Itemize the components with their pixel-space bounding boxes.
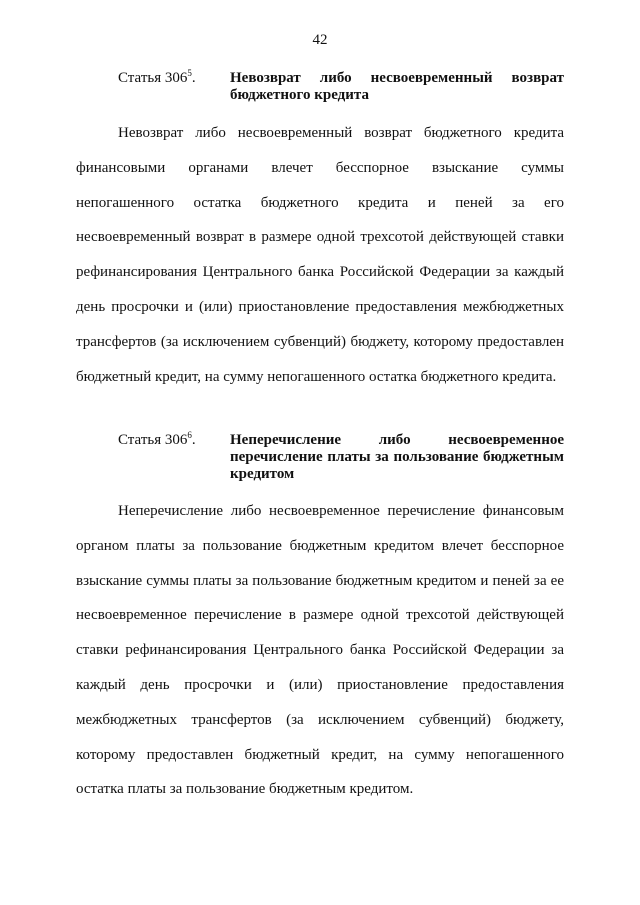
article-heading-306-6 xyxy=(118,432,564,483)
article-body-306-5: Невозврат либо несвоевременный возврат бюджетного кредита финансовыми органами влечет бесспорное взыскание суммы непогашенного остатка бюджетного кредита и пеней за его несвоевременный возврат в размере одной трехсотой действующей ставки рефинансирования Центрального банка Российской Федерации за каждый день просрочки и (или) приостановление предоставления межбюджетных трансфертов (за исключением субвенций) бюджету, которому предоставлен бюджетный кредит, на сумму непогашенного остатка бюджетного кредита. xyxy=(76,125,564,385)
article-title: Неперечисление либо несвоевременное перечисление платы за пользование бюджетным кредитом xyxy=(230,432,564,482)
article-heading-306-5 xyxy=(118,70,564,104)
article-title: Невозврат либо несвоевременный возврат бюджетного кредита xyxy=(230,70,564,103)
article-label: Статья $306^6$. xyxy=(118,430,196,448)
article-body-306-6: Неперечисление либо несвоевременное перечисление финансовым органом платы за пользование бюджетным кредитом влечет бесспорное взыскание суммы платы за пользование бюджетным кредитом и пеней за ее несвоевременное перечисление в размере одной трехсотой действующей ставки рефинансирования Центрального банка Российской Федерации за каждый день просрочки и (или) приостановление предоставления межбюджетных трансфертов (за исключением субвенций) бюджету, которому предоставлен бюджетный кредит, на сумму непогашенного остатка платы за пользование бюджетным кредитом. xyxy=(76,503,564,798)
page-number: 42 xyxy=(312,32,328,48)
article-label: Статья $306^5$. xyxy=(118,68,196,86)
